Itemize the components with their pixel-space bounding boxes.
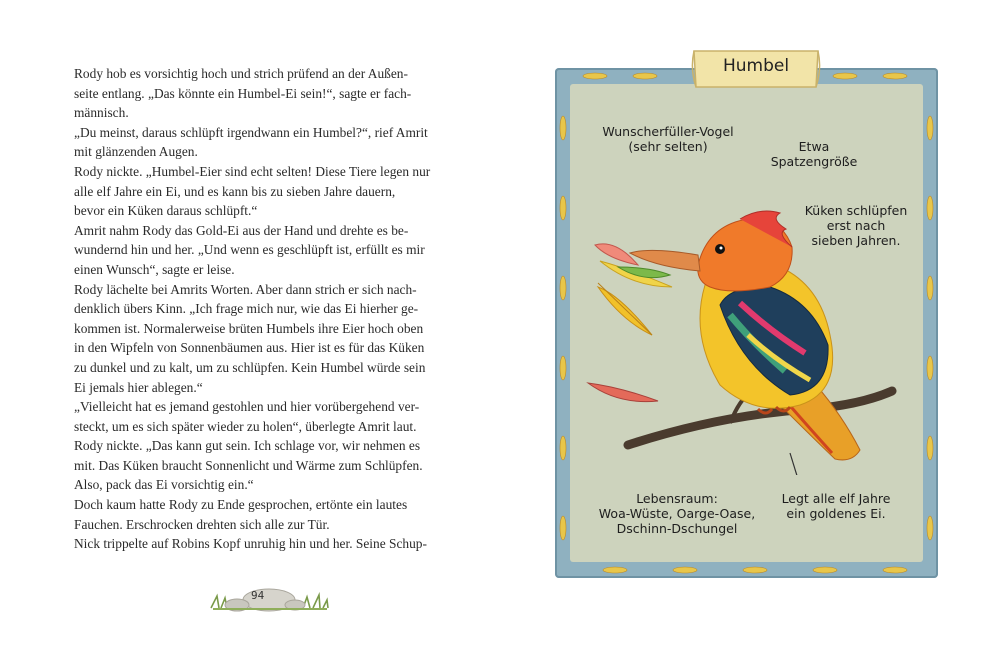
- note-line: sieben Jahren.: [811, 233, 901, 248]
- note-line: Woa-Wüste, Oarge-Oase,: [598, 506, 756, 521]
- page-number: 94: [251, 589, 265, 602]
- text-line: kommen ist. Normalerweise brüten Humbels ihre Eier hoch oben: [74, 320, 424, 336]
- text-line: Amrit nahm Rody das Gold-Ei aus der Hand und drehte es be-: [74, 222, 409, 238]
- text-line: einen Wunsch“, sagte er leise.: [74, 261, 235, 277]
- text-line: steckt, um es sich später wieder zu holen“, überlegte Amrit laut.: [74, 418, 417, 434]
- card-title: Humbel: [722, 56, 790, 76]
- falling-feathers-icon: [588, 244, 672, 402]
- text-line: wundernd hin und her. „Und wenn es geschlüpft ist, erfüllt es mir: [74, 242, 425, 258]
- note-line: Wunscherfüller-Vogel: [602, 124, 734, 139]
- text-line: mit glänzenden Augen.: [74, 144, 198, 160]
- text-line: Rody hob es vorsichtig hoch und strich prüfend an der Außen-: [74, 66, 408, 81]
- note-line: Etwa: [798, 139, 830, 154]
- text-line: alle elf Jahre ein Ei, und es kann bis zu sieben Jahre dauern,: [74, 183, 396, 199]
- text-line: Doch kaum hatte Rody zu Ende gesprochen, ertönte ein lautes: [74, 497, 408, 513]
- text-line: zu dunkel und zu kalt, um zu schlüpfen. Kein Humbel würde sein: [74, 359, 426, 375]
- grass-stone-icon: [207, 578, 331, 612]
- note-habitat: [592, 491, 762, 536]
- text-line: in den Wipfeln von Sonnenbäumen aus. Hier ist es für das Küken: [74, 340, 425, 356]
- text-line: Ei jemals hier ablegen.“: [74, 379, 203, 395]
- text-line: mit. Das Küken braucht Sonnenlicht und Wärme zum Schlüpfen.: [74, 457, 423, 473]
- title-banner: [690, 47, 822, 91]
- note-line: erst nach: [826, 218, 886, 233]
- note-line: ein goldenes Ei.: [786, 506, 886, 521]
- text-line: bevor ein Küken daraus schlüpft.“: [74, 203, 258, 219]
- text-line: Nick trippelte auf Robins Kopf unruhig hin und her. Seine Schup-: [74, 536, 427, 552]
- bird-body-icon: [630, 211, 860, 460]
- note-line: (sehr selten): [628, 139, 708, 154]
- page-number-stone: [207, 578, 331, 612]
- note-line: Spatzengröße: [770, 154, 858, 169]
- text-line: Also, pack das Ei vorsichtig ein.“: [74, 477, 254, 493]
- note-line: Küken schlüpfen: [804, 203, 908, 218]
- humbel-bird-illustration: [580, 195, 900, 475]
- note-size: [762, 139, 866, 169]
- text-line: Rody nickte. „Das kann gut sein. Ich schlage vor, wir nehmen es: [74, 438, 421, 454]
- note-line: Dschinn-Dschungel: [616, 521, 738, 536]
- pointer-line: [790, 453, 798, 475]
- text-line: Rody nickte. „Humbel-Eier sind echt selten! Diese Tiere legen nur: [74, 163, 431, 179]
- text-line: Rody lächelte bei Amrits Worten. Aber dann strich er sich nach-: [74, 281, 417, 297]
- note-line: Lebensraum:: [636, 491, 718, 506]
- note-line: Legt alle elf Jahre: [781, 491, 891, 506]
- text-line: denklich übers Kinn. „Ich frage mich nur, wie das Ei hierher ge-: [74, 301, 419, 317]
- text-line: „Vielleicht hat es jemand gestohlen und hier vorübergehend ver-: [74, 399, 420, 415]
- text-line: seite entlang. „Das könnte ein Humbel-Ei sein!“, sagte er fach-: [74, 85, 412, 101]
- text-line: „Du meinst, daraus schlüpft irgendwann ein Humbel?“, rief Amrit: [74, 124, 428, 140]
- text-line: Fauchen. Erschrocken drehten sich alle zur Tür.: [74, 516, 330, 532]
- note-wish-bird: [598, 124, 738, 154]
- note-eggs: [774, 491, 898, 521]
- text-line: männisch.: [74, 105, 129, 121]
- story-text: [74, 64, 446, 554]
